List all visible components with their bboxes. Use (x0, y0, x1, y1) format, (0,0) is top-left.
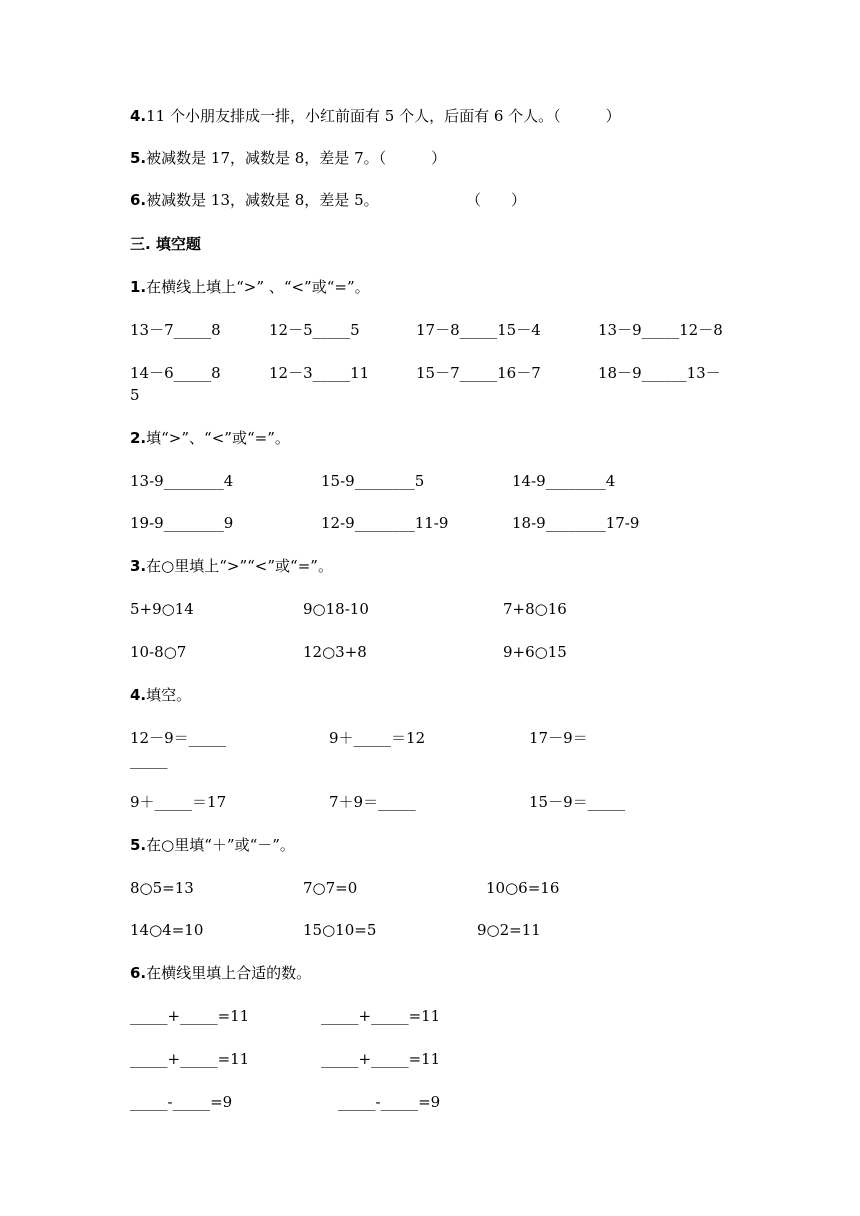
exercise-item: 13－9_____12－8 (598, 321, 723, 339)
exercise-item: 9＋_____＝17 (130, 793, 227, 811)
exercise-item: 14－6_____8 (130, 364, 221, 382)
exercise-item-wrap: _____ (130, 751, 168, 769)
question-number: 6. (130, 191, 147, 209)
exercise-item: _____+_____=11 (130, 1007, 250, 1025)
exercise-item: 7○7=0 (303, 879, 358, 897)
exercise-item: 18-9________17-9 (512, 514, 640, 532)
question-number: 3. (130, 557, 147, 575)
judge-question-5 (130, 148, 446, 168)
exercise-item: 12－3_____11 (269, 364, 370, 382)
exercise-item: 15－9＝_____ (529, 793, 626, 811)
exercise-item: _____+_____=11 (321, 1007, 441, 1025)
question-text: 11 个小朋友排成一排，小红前面有 5 个人，后面有 6 个人。（ ） (146, 107, 621, 125)
question-number: 2. (130, 429, 147, 447)
exercise-item: _____+_____=11 (321, 1050, 441, 1068)
exercise-item: 10-8○7 (130, 643, 187, 661)
exercise-item: 13-9________4 (130, 472, 234, 490)
fill-question-5 (130, 835, 295, 855)
answer-parenthesis: （ ） (466, 191, 527, 209)
exercise-item: 10○6=16 (486, 879, 560, 897)
question-number: 4. (130, 107, 147, 125)
exercise-item: 9○18-10 (303, 600, 369, 618)
exercise-item: 8○5=13 (130, 879, 194, 897)
question-text: 被减数是 17，减数是 8，差是 7。（ ） (146, 149, 447, 167)
exercise-item: 14○4=10 (130, 921, 204, 939)
judge-question-6 (130, 190, 379, 210)
question-number: 6. (130, 964, 147, 982)
exercise-item: 12○3+8 (303, 643, 367, 661)
fill-question-3 (130, 556, 333, 576)
fill-question-1 (130, 277, 370, 297)
exercise-item: 17－8_____15－4 (416, 321, 541, 339)
question-text: 填空。 (146, 686, 192, 704)
exercise-item: _____-_____=9 (130, 1093, 233, 1111)
exercise-item: 18－9______13－ (598, 364, 721, 382)
question-text: 在○里填“＋”或“－”。 (146, 836, 295, 854)
exercise-item: 13－7_____8 (130, 321, 221, 339)
question-text: 在横线里填上合适的数。 (146, 964, 312, 982)
question-text: 被减数是 13，减数是 8，差是 5。 (146, 191, 379, 209)
exercise-item: 5+9○14 (130, 600, 194, 618)
exercise-item: 15○10=5 (303, 921, 377, 939)
exercise-item: 15－7_____16－7 (416, 364, 541, 382)
fill-question-6 (130, 963, 311, 983)
exercise-item: 17－9＝ (529, 729, 588, 747)
exercise-item: 7＋9＝_____ (329, 793, 416, 811)
question-text: 填“>”、“<”或“=”。 (146, 429, 290, 447)
question-number: 5. (130, 836, 147, 854)
exercise-item: 9＋_____＝12 (329, 729, 426, 747)
exercise-item: 12－9＝_____ (130, 729, 227, 747)
exercise-item: 12－5_____5 (269, 321, 360, 339)
exercise-item: 12-9________11-9 (321, 514, 449, 532)
fill-question-2 (130, 428, 290, 448)
exercise-item: _____+_____=11 (130, 1050, 250, 1068)
exercise-item: 19-9________9 (130, 514, 234, 532)
exercise-item: 15-9________5 (321, 472, 425, 490)
question-number: 1. (130, 278, 147, 296)
exercise-item: 9+6○15 (503, 643, 567, 661)
exercise-item-wrap: 5 (130, 386, 140, 404)
exercise-item: 14-9________4 (512, 472, 616, 490)
section-heading: 三. 填空题 (130, 235, 201, 253)
question-text: 在○里填上“>”“<”或“=”。 (146, 557, 333, 575)
question-number: 4. (130, 686, 147, 704)
exercise-item: _____-_____=9 (338, 1093, 441, 1111)
exercise-item: 9○2=11 (477, 921, 541, 939)
question-text: 在横线上填上“>” 、“<”或“=”。 (146, 278, 370, 296)
judge-question-4 (130, 106, 621, 126)
fill-question-4 (130, 685, 191, 705)
question-number: 5. (130, 149, 147, 167)
exercise-item: 7+8○16 (503, 600, 567, 618)
